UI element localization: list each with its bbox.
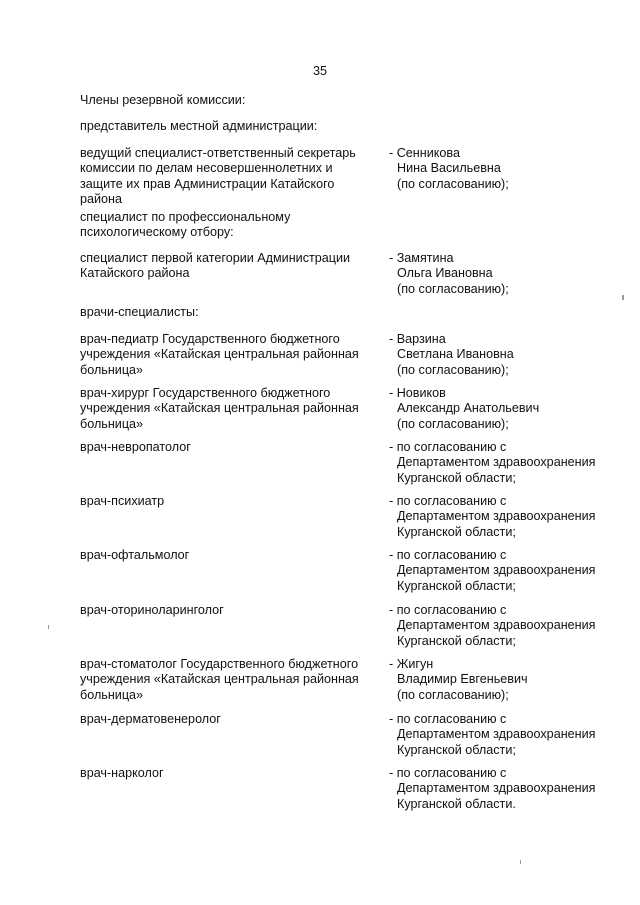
member-name-continuation: Нина Васильевна (по согласованию); xyxy=(397,161,509,191)
member-name-continuation: Владимир Евгеньевич (по согласованию); xyxy=(397,672,528,702)
member-name-line: - по согласованию с xyxy=(389,494,507,508)
member-name-continuation: Александр Анатольевич (по согласованию); xyxy=(397,401,540,431)
page-number: 35 xyxy=(312,64,327,78)
member-assignment xyxy=(389,603,620,649)
member-position: ведущий специалист-ответственный секретарь комиссии по делам несовершеннолетних и защите их прав Администрации Катайского района xyxy=(80,146,356,206)
member-assignment xyxy=(389,146,620,192)
member-position: врач-педиатр Государственного бюджетного учреждения «Катайская центральная районная больница» xyxy=(80,332,359,377)
scan-speck xyxy=(520,860,521,864)
heading-psych-selection: специалист по профессиональному психологическому отбору: xyxy=(80,210,291,240)
member-name-line: - по согласованию с xyxy=(389,548,507,562)
member-assignment xyxy=(389,251,620,297)
member-name-continuation: Департаментом здравоохранения Курганской области; xyxy=(397,563,596,593)
member-name-line: - Новиков xyxy=(389,386,446,400)
member-name-line: - Сенникова xyxy=(389,146,460,160)
heading-doctors: врачи-специалисты: xyxy=(80,305,199,319)
heading-local-administration: представитель местной администрации: xyxy=(80,119,318,133)
member-name-continuation: Департаментом здравоохранения Курганской области; xyxy=(397,455,596,485)
member-name-continuation: Светлана Ивановна (по согласованию); xyxy=(397,347,514,377)
member-assignment xyxy=(389,494,620,540)
member-position: врач-оториноларинголог xyxy=(80,603,224,617)
member-position: врач-стоматолог Государственного бюджетного учреждения «Катайская центральная районная больница» xyxy=(80,657,359,702)
member-position: специалист первой категории Администрации Катайского района xyxy=(80,251,351,281)
member-name-continuation: Департаментом здравоохранения Курганской области; xyxy=(397,509,596,539)
member-position: врач-дерматовенеролог xyxy=(80,712,221,726)
member-name-line: - по согласованию с xyxy=(389,440,507,454)
member-position: врач-психиатр xyxy=(80,494,165,508)
member-assignment xyxy=(389,657,620,703)
member-assignment xyxy=(389,332,620,378)
member-name-line: - по согласованию с xyxy=(389,603,507,617)
member-position: врач-нарколог xyxy=(80,766,164,780)
member-position: врач-офтальмолог xyxy=(80,548,190,562)
member-position: врач-хирург Государственного бюджетного учреждения «Катайская центральная районная больница» xyxy=(80,386,359,431)
scan-speck xyxy=(622,295,624,300)
member-name-continuation: Департаментом здравоохранения Курганской области; xyxy=(397,727,596,757)
member-name-continuation: Департаментом здравоохранения Курганской области; xyxy=(397,618,596,648)
member-assignment xyxy=(389,548,620,594)
member-name-line: - Жигун xyxy=(389,657,434,671)
member-position: врач-невропатолог xyxy=(80,440,191,454)
member-name-line: - по согласованию с xyxy=(389,712,507,726)
member-name-line: - по согласованию с xyxy=(389,766,507,780)
member-assignment xyxy=(389,712,620,758)
member-assignment xyxy=(389,440,620,486)
heading-reserve-commission: Члены резервной комиссии: xyxy=(80,93,246,107)
member-assignment xyxy=(389,766,620,812)
member-name-line: - Варзина xyxy=(389,332,446,346)
member-name-continuation: Ольга Ивановна (по согласованию); xyxy=(397,266,509,296)
member-assignment xyxy=(389,386,620,432)
member-name-line: - Замятина xyxy=(389,251,454,265)
member-name-continuation: Департаментом здравоохранения Курганской области. xyxy=(397,781,596,811)
scan-speck xyxy=(48,625,49,629)
